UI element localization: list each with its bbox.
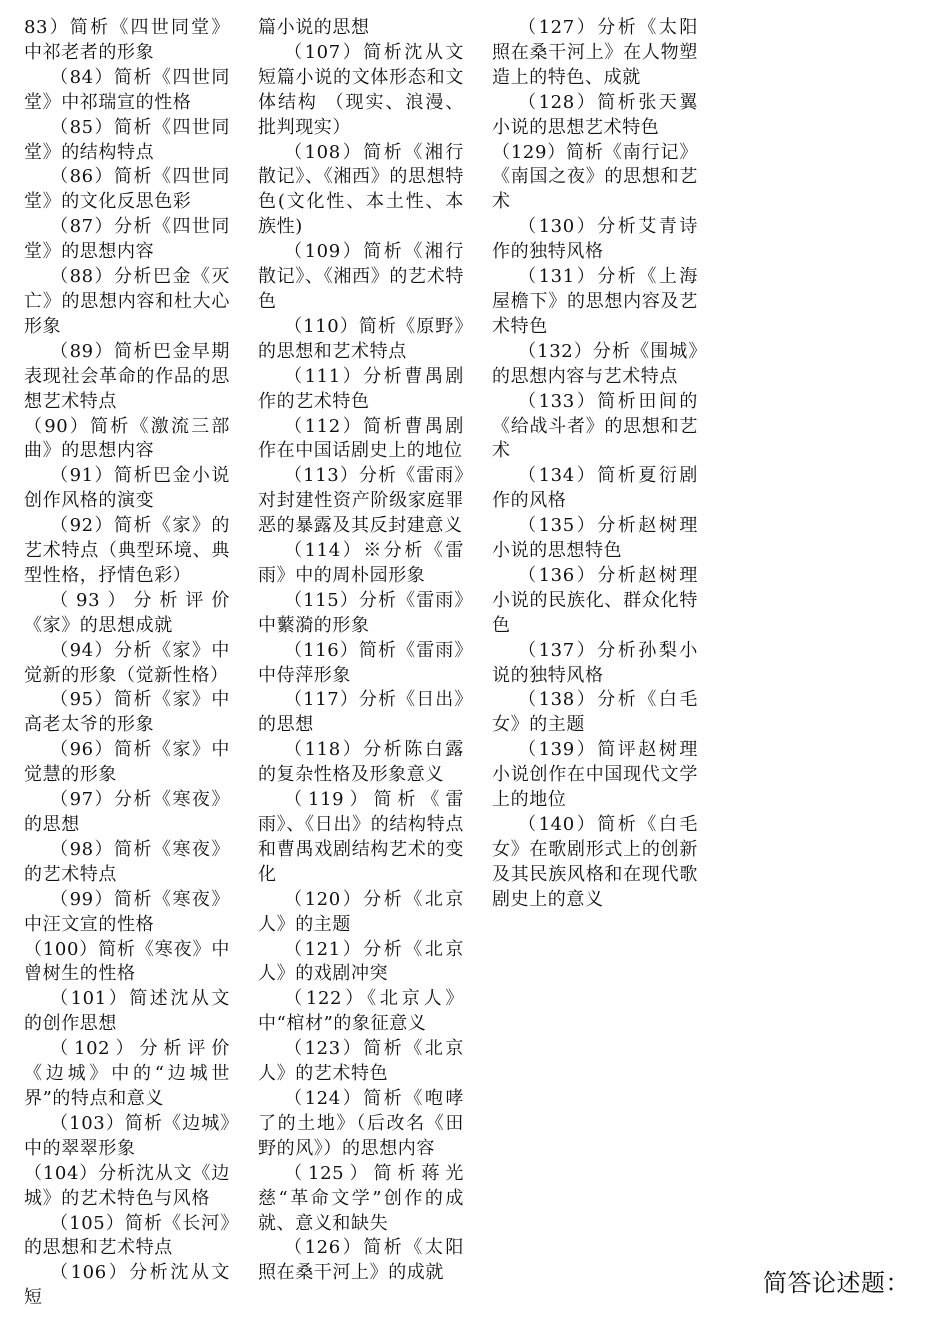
question-item: （89）简析巴金早期表现社会革命的作品的思想艺术特点 <box>24 340 230 412</box>
question-item: （91）简析巴金小说创作风格的演变 <box>24 465 230 512</box>
question-item: （139）简评赵树理小说创作在中国现代文学上的地位 <box>492 739 698 811</box>
question-item: （102）分析评价《边城》中的“边城世界”的特点和意义 <box>24 1038 230 1109</box>
section-heading: 简答论述题： <box>763 1269 910 1297</box>
question-item: （87）分析《四世同堂》的思想内容 <box>24 216 230 263</box>
question-item: （86）简析《四世同堂》的文化反思色彩 <box>24 166 230 213</box>
question-item: （137）分析孙梨小说的独特风格 <box>492 639 698 686</box>
question-item: （121）分析《北京人》的戏剧冲突 <box>258 938 464 985</box>
question-item: （130）分析艾青诗作的独特风格 <box>492 216 698 263</box>
question-item-continued: 篇小说的思想 <box>258 17 370 38</box>
question-item: （90）简析《激流三部曲》的思想内容 <box>24 415 230 462</box>
question-item: （119）简析《雷雨》、《日出》的结构特点和曹禺戏剧结构艺术的变化 <box>258 789 464 885</box>
question-item-continued: 83）简析《四世同堂》中祁老者的形象 <box>24 17 230 63</box>
question-item: （92）简析《家》的艺术特点（典型环境、典型性格，抒情色彩） <box>24 515 230 586</box>
question-item: （88）分析巴金《灭亡》的思想内容和杜大心形象 <box>24 266 230 337</box>
question-item: （99）简析《寒夜》中汪文宣的性格 <box>24 888 230 935</box>
question-item: （111）分析曹禺剧作的艺术特色 <box>258 365 464 412</box>
question-item: （93）分析评价《家》的思想成就 <box>24 589 230 636</box>
question-item: （122）《北京人》中“棺材”的象征意义 <box>258 988 464 1035</box>
question-item: （107）简析沈从文短篇小说的文体形态和文体结构 （现实、浪漫、批判现实） <box>258 41 464 138</box>
question-item: （135）分析赵树理小说的思想特色 <box>492 515 698 562</box>
question-item: （110）简析《原野》的思想和艺术特点 <box>258 315 464 362</box>
question-item: （95）简析《家》中高老太爷的形象 <box>24 689 230 736</box>
question-item: （124）简析《咆哮了的土地》（后改名《田野的风》）的思想内容 <box>258 1087 464 1159</box>
question-column-3 <box>492 16 698 913</box>
question-item: （123）简析《北京人》的艺术特色 <box>258 1038 464 1085</box>
question-item: （133）简析田间的《给战斗者》的思想和艺术 <box>492 390 698 462</box>
question-item: （140）简析《白毛女》在歌剧形式上的创新及其民族风格和在现代歌剧史上的意义 <box>492 814 698 910</box>
question-item: （132）分析《围城》的思想内容与艺术特点 <box>492 340 698 387</box>
question-item: （98）简析《寒夜》的艺术特点 <box>24 838 230 885</box>
question-item: （127）分析《太阳照在桑干河上》在人物塑造上的特色、成就 <box>492 17 698 88</box>
question-item: （114）※分析《雷雨》中的周朴园形象 <box>258 540 464 586</box>
question-item: （103）简析《边城》中的翠翠形象 <box>24 1112 230 1159</box>
question-item: （96）简析《家》中觉慧的形象 <box>24 739 230 786</box>
question-item: （100）简析《寒夜》中曾树生的性格 <box>24 938 230 985</box>
question-item: （125）简析蒋光慈“革命文学”创作的成就、意义和缺失 <box>258 1162 464 1234</box>
question-item: （109）简析《湘行散记》、《湘西》的艺术特色 <box>258 241 464 312</box>
question-item: （112）简析曹禺剧作在中国话剧史上的地位 <box>258 415 464 462</box>
question-item: （108）简析《湘行散记》、《湘西》的思想特色(文化性、本土性、本族性) <box>258 141 464 238</box>
question-item: （115）分析《雷雨》中蘩漪的形象 <box>258 589 464 636</box>
question-item: （84）简析《四世同堂》中祁瑞宣的性格 <box>24 66 230 113</box>
question-item: （105）简析《长河》的思想和艺术特点 <box>24 1212 230 1259</box>
question-column-2 <box>258 16 464 1286</box>
question-item: （129）简析《南行记》《南国之夜》的思想和艺术 <box>492 141 698 213</box>
question-item: （85）简析《四世同堂》的结构特点 <box>24 116 230 163</box>
question-column-1 <box>24 16 230 1311</box>
question-item: （97）分析《寒夜》的思想 <box>24 789 230 835</box>
question-item: （106）分析沈从文短 <box>24 1262 230 1309</box>
question-item: （104）分析沈从文《边城》的艺术特色与风格 <box>24 1162 230 1209</box>
question-item: （136）分析赵树理小说的民族化、群众化特色 <box>492 564 698 636</box>
question-item: （113）分析《雷雨》对封建性资产阶级家庭罪恶的暴露及其反封建意义 <box>258 465 464 537</box>
question-item: （118）分析陈白露的复杂性格及形象意义 <box>258 739 464 786</box>
question-item: （138）分析《白毛女》的主题 <box>492 689 698 736</box>
question-item: （117）分析《日出》的思想 <box>258 689 464 736</box>
question-item: （120）分析《北京人》的主题 <box>258 888 464 935</box>
question-item: （101）简述沈从文的创作思想 <box>24 988 230 1035</box>
question-item: （131）分析《上海屋檐下》的思想内容及艺术特色 <box>492 266 698 337</box>
question-item: （128）简析张天翼小说的思想艺术特色 <box>492 91 698 138</box>
question-item: （126）简析《太阳照在桑干河上》的成就 <box>258 1237 464 1284</box>
question-item: （134）简析夏衍剧作的风格 <box>492 465 698 512</box>
question-item: （116）简析《雷雨》中侍萍形象 <box>258 639 464 686</box>
question-item: （94）分析《家》中觉新的形象（觉新性格） <box>24 639 230 686</box>
